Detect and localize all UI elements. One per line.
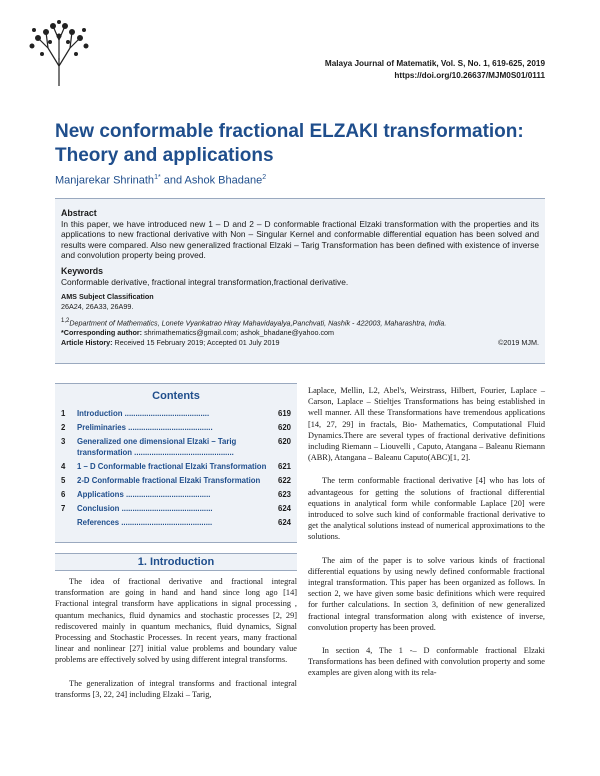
toc-page: 622 [277,476,291,485]
toc-page: 624 [277,504,291,513]
title-line-2: Theory and applications [55,145,274,166]
introduction-heading: 1. Introduction [55,553,297,571]
toc-page: 623 [277,490,291,499]
journal-logo [22,18,96,88]
toc-num: 4 [61,462,66,471]
authors-and: and [160,174,185,187]
copyright: ©2019 MJM. [498,337,539,347]
title-line-1: New conformable fractional ELZAKI transformation: [55,121,524,142]
abstract-box [55,198,545,364]
toc-item[interactable] [61,461,291,472]
toc-label: Applications ....................................... [77,490,211,499]
toc-page: 624 [277,518,291,527]
keywords-text: Conformable derivative, fractional integral transformation,fractional derivative. [61,276,349,287]
history-text: Received 15 February 2019; Accepted 01 July 2019 [114,337,280,347]
authors [55,174,266,187]
author-2: Ashok Bhadane [184,174,263,187]
toc-num: 7 [61,504,66,513]
author-1-sup: 1* [154,174,161,181]
toc-label: References .......................................... [77,518,213,527]
paper-title [55,120,555,168]
toc-item[interactable] [61,422,291,433]
toc-num: 6 [61,490,66,499]
toc-label: Introduction ....................................... [77,409,210,418]
toc-num [61,517,77,528]
toc-page: 619 [277,409,291,418]
toc-num: 5 [61,476,66,485]
right-column [308,385,545,691]
toc-item[interactable] [61,503,291,514]
keywords-heading: Keywords [61,265,104,276]
toc-label: 2-D Conformable fractional Elzaki Transformation [77,476,261,485]
abstract-text: In this paper, we have introduced new 1 – D and 2 – D conformable fractional Elzaki transformation with the properties and its applications to new fractional derivative with Non – Singular Kernel and conformable differential equation has been solved and results were compared. Also new generalized fractional Elzaki – Tarig Transformation has been defined with existence of inverse and convolution property being proved. [61,218,539,261]
ams-codes: 26A24, 26A33, 26A99. [61,301,134,311]
article-history [61,338,539,349]
toc-item[interactable] [61,408,291,419]
corr-emails[interactable]: shrimathematics@gmail.com; ashok_bhadane@yahoo.com [144,328,335,338]
affiliation-sup: 1,2 [61,318,70,325]
left-column [55,576,297,712]
right-paragraph-4: In section 4, The 1 -– D conformable fractional Elzaki Transformations has been defined with convolution property and some examples are given along with its rela- [308,646,545,678]
toc-label: 1 – D Conformable fractional Elzaki Transformation [77,462,267,471]
toc-page: 621 [277,462,291,471]
toc-num: 1 [61,409,66,418]
toc-item[interactable] [61,475,291,486]
intro-paragraph-2: The generalization of integral transforms and fractional integral transforms [3, 22, 24] including Elzaki – Tarig, [55,678,297,699]
toc-page: 620 [277,423,291,432]
author-1: Manjarekar Shrinath [55,174,155,187]
right-paragraph-2: The term conformable fractional derivative [4] who has lots of advantageous for getting the solutions of fractional differential equations in analytical form while conformable Laplace [20] were introduced to solve such kind of conformable fractional derivative to get the analytical solutions instead of numerical approximations to the solutions. [308,476,545,542]
history-label: Article History: [61,337,115,347]
toc-item[interactable] [61,436,291,458]
toc-num: 3 [61,437,66,446]
author-2-sup: 2 [262,174,267,181]
intro-paragraph-1: The idea of fractional derivative and fractional integral transformation are going in hand and hand since long ago [14] Fractional integral transform have applications in signal processing , quantum mechanics, fluid dynamics and stochastic processes [2, 29] rediscovered mainly in quantum mechanics, fluid dynamics, Signal Processing and Stochastic Processes. In recent years, many fractional linear and nonlinear [27] initial value problems and boundary value problems are effectively solved by using different integral transforms. [55,577,297,665]
toc-item[interactable] [61,517,291,528]
toc-num: 2 [61,423,66,432]
toc-label: Preliminaries ....................................... [77,423,213,432]
journal-citation: Malaya Journal of Matematik, Vol. S, No. 1, 619-625, 2019 [324,59,545,68]
corr-label: *Corresponding author: [61,328,145,338]
contents-box [55,383,297,543]
toc-item[interactable] [61,489,291,500]
affiliation-text: Department of Mathematics, Lonete Vyankatrao Hiray Mahavidayalya,Panchvati, Nashik - 422003, Maharashtra, India. [69,318,447,328]
doi-link[interactable]: https://doi.org/10.26637/MJM0S01/0111 [394,71,545,80]
toc-page: 620 [277,437,291,446]
journal-header [325,58,545,82]
ams-heading: AMS Subject Classification [61,292,154,302]
corresponding-author [61,328,539,338]
abstract-heading: Abstract [61,208,97,218]
affiliation [61,317,539,328]
right-paragraph-1: Laplace, Mellin, L2, Abel's, Weirstrass, Hilbert, Fourier, Laplace – Carson, Laplace – Stieltjes Transformations has being established in well manner. All these Transformations have tremendous applications [14, 27, 29] in fractals, Bio- Mathematics, Computational Fluid Dynamics.There are several types of fractional derivative definitions including Riemann – Liouvelli , Caputo, Atangana – Baleanu Riemann (ABR), Atangana – Baleanu Caputo(ABC)[1, 2]. [308,386,545,463]
toc-list [61,408,291,528]
right-paragraph-3: The aim of the paper is to solve various kinds of fractional differential equations by using newly defined conformable fractional integral transformation. This paper has been organized as follows. In section 2, we have given some basic definitions which were required for further calculations. In section 3, definition of new generalized fractional integral transformation along with existence of inverse, convolution property has been proved. [308,555,545,632]
contents-title: Contents [152,390,200,402]
toc-label: Conclusion .......................................... [77,504,213,513]
toc-label: Generalized one dimensional Elzaki – Tarig transformation .............................................. [77,437,237,457]
